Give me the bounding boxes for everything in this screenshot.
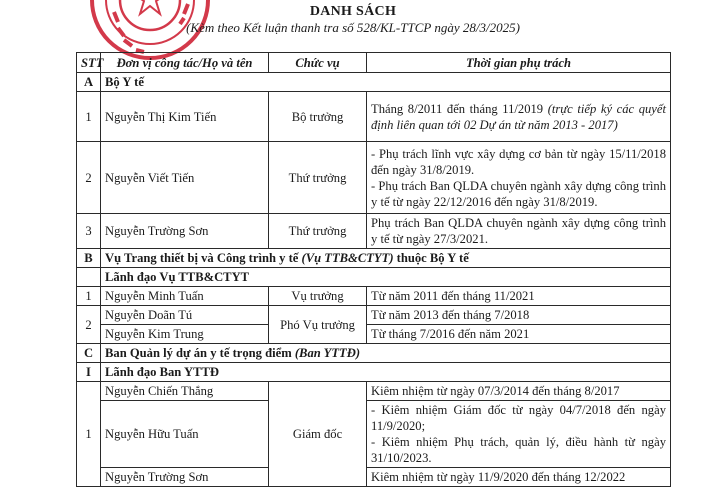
section-code: A [77, 73, 101, 92]
personnel-table [76, 52, 671, 487]
subsection-code: I [77, 363, 101, 382]
person-name: Nguyễn Chiến Thắng [101, 382, 269, 401]
document-subtitle: (Kèm theo Kết luận thanh tra số 528/KL-TTCP ngày 28/3/2025) [186, 20, 520, 35]
table-row [77, 287, 671, 306]
person-position: Phó Vụ trưởng [269, 306, 367, 344]
section-label-suffix: thuộc Bộ Y tế [393, 251, 469, 265]
person-position: Giám đốc [269, 382, 367, 487]
section-label: Bộ Y tế [101, 73, 671, 92]
row-stt: 1 [77, 287, 101, 306]
table-row [77, 382, 671, 401]
table-row [77, 325, 671, 344]
table-row [77, 401, 671, 468]
row-stt: 2 [77, 142, 101, 214]
period-line: - Kiêm nhiệm Phụ trách, quản lý, điều hành từ ngày 31/10/2023. [371, 435, 666, 465]
section-code: B [77, 249, 101, 268]
period-text: Tháng 8/2011 đến tháng 11/2019 [371, 101, 548, 116]
section-row [77, 249, 671, 268]
section-label-text: Ban Quản lý dự án y tế trọng điểm [105, 346, 295, 360]
table-header-row [77, 53, 671, 73]
person-name: Nguyễn Trường Sơn [101, 214, 269, 249]
section-row [77, 73, 671, 92]
table-row [77, 214, 671, 249]
period-cell [367, 92, 671, 142]
table-row [77, 92, 671, 142]
person-position: Bộ trưởng [269, 92, 367, 142]
person-name: Nguyễn Doãn Tú [101, 306, 269, 325]
person-name: Nguyễn Kim Trung [101, 325, 269, 344]
period-cell: Kiêm nhiệm từ ngày 11/9/2020 đến tháng 12/2022 [367, 468, 671, 487]
person-position: Vụ trưởng [269, 287, 367, 306]
section-label-abbr: (Vụ TTB&CTYT) [301, 251, 394, 265]
table-row [77, 142, 671, 214]
period-line: - Phụ trách lĩnh vực xây dựng cơ bản từ ngày 15/11/2018 đến ngày 31/8/2019. [371, 146, 666, 177]
period-line: - Phụ trách Ban QLDA chuyên ngành xây dựng công trình y tế từ ngày 22/12/2016 đến ngày 31/8/2019. [371, 178, 666, 209]
subsection-label: Lãnh đạo Vụ TTB&CTYT [101, 268, 671, 287]
period-line: - Kiêm nhiệm Giám đốc từ ngày 04/7/2018 đến ngày 11/9/2020; [371, 403, 666, 433]
person-name: Nguyễn Hữu Tuấn [101, 401, 269, 468]
person-position: Thứ trưởng [269, 142, 367, 214]
section-label [101, 344, 671, 363]
person-name: Nguyễn Trường Sơn [101, 468, 269, 487]
period-cell: Từ năm 2011 đến tháng 11/2021 [367, 287, 671, 306]
header-stt: STT [77, 53, 101, 73]
table-row [77, 306, 671, 325]
section-label-text: Vụ Trang thiết bị và Công trình y tế [105, 251, 302, 265]
period-cell [367, 142, 671, 214]
section-code: C [77, 344, 101, 363]
person-name: Nguyễn Minh Tuấn [101, 287, 269, 306]
subsection-code [77, 268, 101, 287]
subsection-label: Lãnh đạo Ban YTTĐ [101, 363, 671, 382]
header-period: Thời gian phụ trách [367, 53, 671, 73]
row-stt: 3 [77, 214, 101, 249]
row-stt: 1 [77, 92, 101, 142]
section-label [101, 249, 671, 268]
period-cell: Từ năm 2013 đến tháng 7/2018 [367, 306, 671, 325]
person-position: Thứ trưởng [269, 214, 367, 249]
subsection-row [77, 363, 671, 382]
section-label-abbr: (Ban YTTĐ) [294, 346, 361, 360]
period-cell: Phụ trách Ban QLDA chuyên ngành xây dựng công trình y tế từ ngày 27/3/2021. [367, 214, 671, 249]
period-cell: Từ tháng 7/2016 đến năm 2021 [367, 325, 671, 344]
person-name: Nguyễn Thị Kim Tiến [101, 92, 269, 142]
row-stt: 1 [77, 382, 101, 487]
period-cell: Kiêm nhiệm từ ngày 07/3/2014 đến tháng 8/2017 [367, 382, 671, 401]
subsection-row [77, 268, 671, 287]
period-cell [367, 401, 671, 468]
document-title: DANH SÁCH [309, 4, 397, 19]
table-row [77, 468, 671, 487]
row-stt: 2 [77, 306, 101, 344]
section-row [77, 344, 671, 363]
person-name: Nguyễn Viết Tiến [101, 142, 269, 214]
header-unit-name: Đơn vị công tác/Họ và tên [101, 53, 269, 73]
header-position: Chức vụ [269, 53, 367, 73]
period-note: (trực tiếp ký các quyết định liên quan tới 02 Dự án từ năm 2013 - 2017) [371, 101, 666, 132]
